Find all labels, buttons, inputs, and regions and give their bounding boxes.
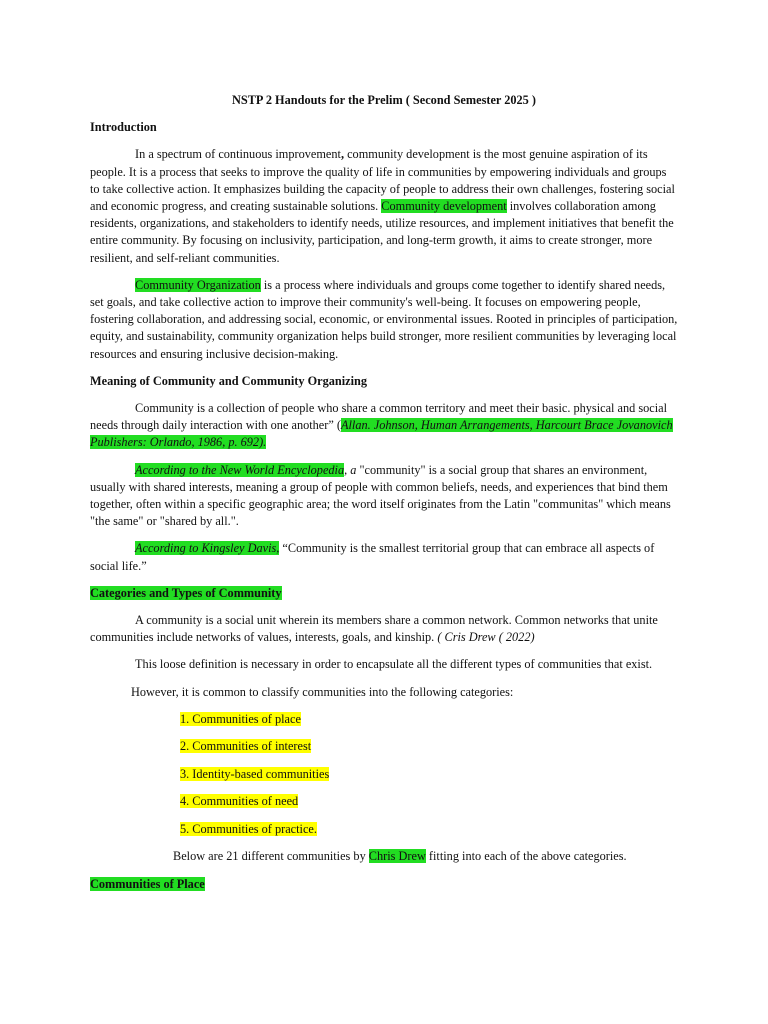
- meaning-p2-italic: , a: [344, 462, 360, 477]
- highlight-kingsley-davis: According to Kingsley Davis,: [135, 541, 280, 556]
- categories-paragraph-2: This loose definition is necessary in order to encapsulate all the different types of communities that exist.: [135, 657, 653, 672]
- highlight-new-world-encyclopedia: According to the New World Encyclopedia: [135, 462, 345, 477]
- meaning-paragraph-3: [90, 540, 678, 574]
- categories-paragraph-3: However, it is common to classify communities into the following categories:: [131, 684, 514, 699]
- below-paragraph: [90, 848, 678, 865]
- intro-p1-text-3: involves collaboration among residents, organizations, and stakeholders to identify needs, utilize resources, and implement initiatives that benefit the entire community. By focusing on inclusivity, participation, and long-term growth, it aims to create stronger, more resilient, and self-reliant communities.: [90, 199, 674, 265]
- list-item: [180, 821, 678, 838]
- heading-introduction: Introduction: [90, 120, 157, 135]
- heading-communities-of-place: [90, 876, 678, 893]
- categories-paragraph-1: [90, 612, 678, 646]
- document-title: NSTP 2 Handouts for the Prelim ( Second Semester 2025 ): [232, 93, 536, 107]
- categories-list: [90, 711, 678, 838]
- meaning-p1-text: Community is a collection of people who share a common territory and meet their basic. physical and social needs through daily interaction with one another” (: [90, 401, 668, 433]
- highlight-community-development: Community development: [381, 199, 507, 214]
- intro-p1-bold-comma: ,: [340, 147, 345, 162]
- heading-categories-text: Categories and Types of Community: [90, 585, 282, 600]
- category-item-1: 1. Communities of place: [180, 711, 301, 726]
- heading-meaning: Meaning of Community and Community Organizing: [90, 373, 368, 388]
- intro-paragraph-2: [90, 277, 678, 363]
- heading-categories: [90, 585, 678, 602]
- highlight-community-organization: Community Organization: [135, 277, 261, 292]
- intro-p1-text-2: community development is the most genuine aspiration of its people. It is a process that seeks to improve the quality of life in communities by empowering individuals and groups to take collective action. It emphasizes building the capacity of people to address their own challenges, fostering social and economic progress, and creating sustainable solutions.: [90, 147, 675, 214]
- list-item: [180, 766, 678, 783]
- highlight-chris-drew: Chris Drew: [368, 849, 426, 864]
- list-item: [180, 738, 678, 755]
- category-item-4: 4. Communities of need: [180, 794, 299, 809]
- citation-cris-drew: ( Cris Drew ( 2022): [437, 630, 535, 645]
- meaning-paragraph-2: [90, 462, 678, 531]
- below-text-after: fitting into each of the above categories.: [425, 849, 627, 864]
- below-text-before: Below are 21 different communities by: [173, 849, 369, 864]
- meaning-p3-text: “Community is the smallest territorial group that can embrace all aspects of social life.”: [90, 541, 655, 573]
- cat-p1-text: A community is a social unit wherein its members share a common network. Common networks that unite communities include networks of values, interests, goals, and kinship.: [90, 613, 658, 645]
- heading-place-text: Communities of Place: [90, 876, 205, 891]
- intro-p2-text: is a process where individuals and groups come together to identify shared needs, set goals, and take collective action to improve their community's well-being. It focuses on empowering people, fostering collaboration, and addressing social, economic, or environmental issues. Rooted in principles of participation, equity, and sustainability, community organization helps build stronger, more resilient communities by leveraging local resources and ensuring inclusive decision-making.: [90, 277, 678, 361]
- intro-paragraph-1: [90, 146, 678, 266]
- document-body: [90, 92, 678, 903]
- meaning-paragraph-1: [90, 400, 678, 452]
- meaning-p2-text: "community" is a social group that shares an environment, usually with shared interests, meaning a group of people with common beliefs, needs, and experiences that bind them together, often within a specific geographic area; the word itself originates from the Latin "communitas" which means "the same" or "shared by all.".: [90, 462, 671, 529]
- list-item: [180, 793, 678, 810]
- list-item: [180, 711, 678, 728]
- intro-p1-text-1: In a spectrum of continuous improvement: [135, 147, 341, 162]
- citation-johnson: Allan. Johnson, Human Arrangements, Harcourt Brace Jovanovich Publishers: Orlando, 1986, p. 692).: [90, 418, 673, 450]
- category-item-2: 2. Communities of interest: [180, 739, 312, 754]
- category-item-3: 3. Identity-based communities: [180, 766, 330, 781]
- category-item-5: 5. Communities of practice.: [180, 821, 317, 836]
